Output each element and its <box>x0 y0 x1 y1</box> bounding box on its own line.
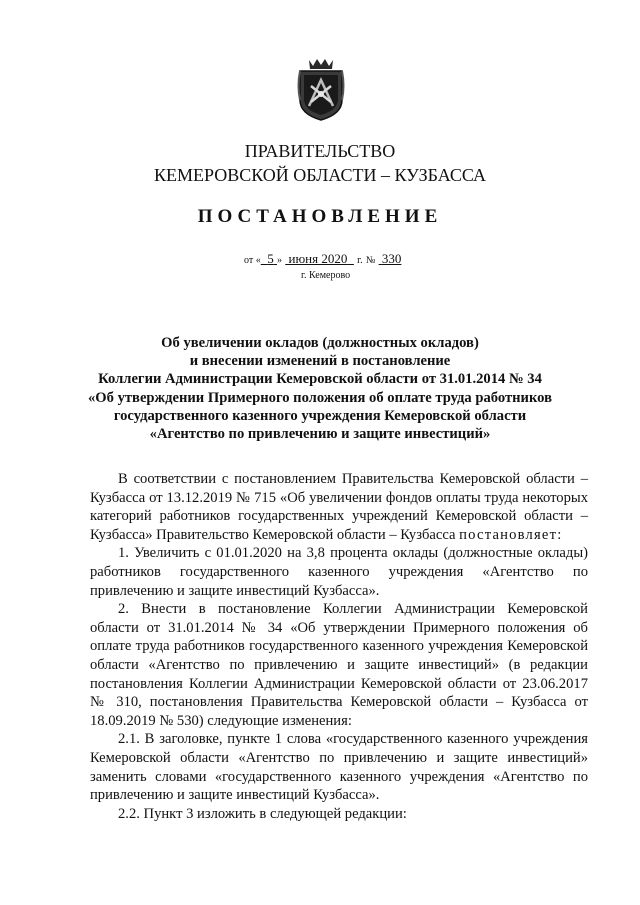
subject-line: «Агентство по привлечению и защите инвестиций» <box>149 426 491 443</box>
government-name-line2: КЕМЕРОВСКОЙ ОБЛАСТИ – КУЗБАССА <box>154 165 486 185</box>
paragraph-1: 1. Увеличить с 01.01.2020 на 3,8 процента оклады (должностные оклады) работников государственного казенного учреждения «Агентство по привлечению и защите инвестиций Кузбасса». <box>90 545 588 599</box>
date-year-suffix: г. <box>357 255 363 266</box>
document-type-title: ПОСТАНОВЛЕНИЕ <box>197 206 443 227</box>
paragraph-2-1: 2.1. В заголовке, пункте 1 слова «государственного казенного учреждения Кемеровской области «Агентство по привлечению и защите инвестиций» заменить словами «государственного казенного учреждения «Агентство по привлечению и защите инвестиций Кузбасса». <box>90 731 588 804</box>
paragraph-2: 2. Внести в постановление Коллегии Администрации Кемеровской области от 31.01.2014 № 34 «Об утверждении Примерного положения об оплате труда работников государственного казенного учреждения Кемеровской области «Агентство по привлечению и защите инвестиций» (в редакции постановления Коллегии Администрации Кемеровской области от 23.06.2017 № 310, постановления Правительства Кемеровской области – Кузбасса от 18.09.2019 № 530) следующие изменения: <box>90 601 588 729</box>
document-number: 330 <box>381 251 402 266</box>
subject-line: Об увеличении окладов (должностных окладов) <box>161 335 479 351</box>
date-day: 5 <box>267 251 274 266</box>
date-number-line <box>244 251 444 267</box>
subject-line: и внесении изменений в постановление <box>189 353 451 370</box>
date-prefix: от « <box>244 255 261 266</box>
document-subject <box>70 334 570 443</box>
date-month-year: июня 2020 <box>288 251 348 266</box>
city-name: г. Кемерово <box>301 270 351 281</box>
coat-of-arms-emblem <box>295 56 347 122</box>
government-name-line1: ПРАВИТЕЛЬСТВО <box>244 141 396 161</box>
document-body <box>90 470 588 823</box>
paragraph-2-2: 2.2. Пункт 3 изложить в следующей редакции: <box>118 805 407 822</box>
subject-line: Коллегии Администрации Кемеровской области от 31.01.2014 № 34 <box>98 371 542 388</box>
intro-paragraph: В соответствии с постановлением Правительства Кемеровской области – Кузбасса от 13.12.2019 № 715 «Об увеличении фондов оплаты труда некоторых категорий работников государственных учреждений Кемеровской области – Кузбасса» Правительство Кемеровской области – Кузбасса постановляет: <box>90 471 588 543</box>
subject-line: «Об утверждении Примерного положения об оплате труда работников <box>88 389 552 406</box>
number-sign: № <box>365 255 376 266</box>
date-mid: » <box>277 255 282 266</box>
subject-line: государственного казенного учреждения Кемеровской области <box>113 407 527 424</box>
intro-verb: постановляет: <box>459 526 563 543</box>
